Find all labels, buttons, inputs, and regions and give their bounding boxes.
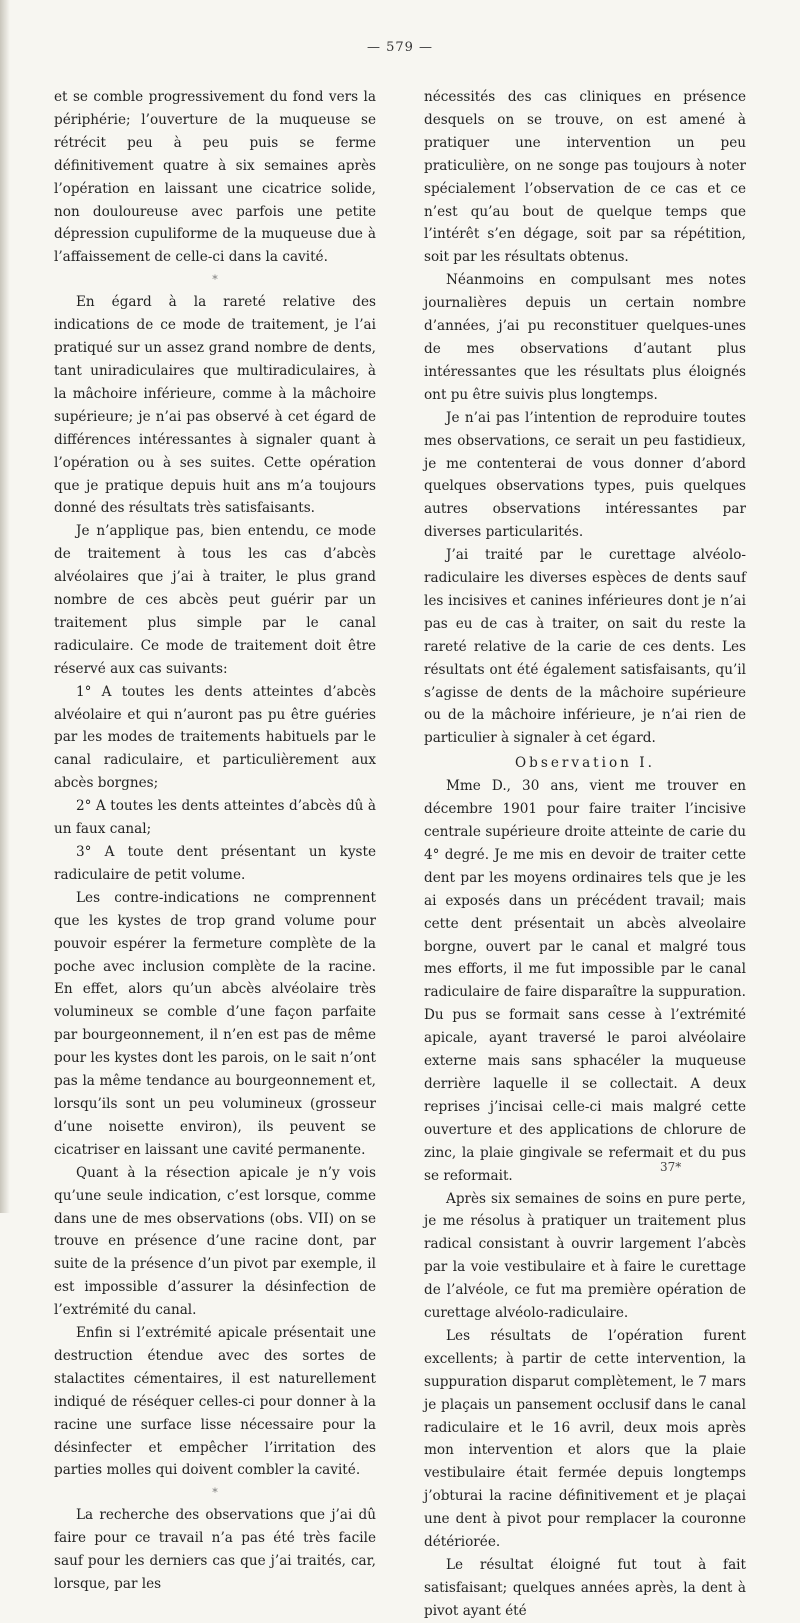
left-column [54,86,376,1596]
paragraph: Les contre-indications ne comprennent que les kystes de trop grand volume pour pouvoir espérer la fermeture complète de la poche avec inclusion complète de la racine. En effet, alors qu’un abcès alvéolaire très volumineux se comble d’une façon parfaite par bourgeonnement, il n’en est pas de même pour les kystes dont les parois, on le sait n’ont pas la même tendance au bourgeonnement et, lorsqu’ils sont un peu volumineux (grosseur d’une noisette environ), ils peuvent se cicatriser en laissant une cavité permanente. [54,889,376,1158]
page-binding-edge [0,0,10,1213]
paragraph: nécessités des cas cliniques en présence desquels on se trouve, on est amené à pratiquer une intervention un peu praticulière, on ne songe pas toujours à noter spécialement l’observation de ce cas et ce n’est qu’au bout de quelque temps que l’intérêt s’en dégage, soit par sa répétition, soit par les résultats obtenus. [424,89,746,266]
paragraph: Quant à la résection apicale je n’y vois qu’une seule indication, c’est lorsque, comme dans une de mes observations (obs. VII) on se trouve en présence d’une racine dont, par suite de la présence d’un pivot par exemple, il est impossible d’assurer la désinfection de l’extrémité du canal. [54,1164,376,1319]
paragraph: Le résultat éloigné fut tout à fait satisfaisant; quelques années après, la dent à pivot ayant été [424,1557,746,1619]
paragraph: Mme D., 30 ans, vient me trouver en décembre 1901 pour faire traiter l’incisive centrale supérieure droite atteinte de carie du 4° degré. Je me mis en devoir de traiter cette dent par les moyens ordinaires tels que je les ai exposés dans un précédent travail; mais cette dent présentait un abcès alveolaire borgne, ouvert par le canal et malgré tous mes efforts, il me fut impossible par le canal radiculaire de faire disparaître la suppuration. Du pus se formait sans cesse à l’extrémité apicale, ayant traversé le paroi alvéolaire externe mais sans sphacéler la muqueuse derrière laquelle il se collectait. A deux reprises j’incisai celle-ci mais malgré cette ouverture et des applications de chlorure de zinc, la plaie gingivale se refermait et du pus se reformait. [424,778,746,1184]
paragraph: Après six semaines de soins en pure perte, je me résolus à pratiquer un traitement plus radical consistant à ouvrir largement l’abcès par la voie vestibulaire et à faire le curettage de l’alvéole, ce fut ma première opération de curettage alvéolo-radiculaire. [424,1190,746,1322]
paragraph: La recherche des observations que j’ai dû faire pour ce travail n’a pas été très facile sauf pour les derniers cas que j’ai traités, car, lorsque, par les [54,1507,376,1593]
paragraph: Enfin si l’extrémité apicale présentait une destruction étendue avec des sortes de stalactites cémentaires, il est naturellement indiqué de réséquer celles-ci pour donner à la racine une surface lisse nécessaire pour la désinfecter et empêcher l’irritation des parties molles qui doivent combler la cavité. [54,1325,376,1479]
printer-signature-mark: 37* [660,1160,682,1174]
paragraph: En égard à la rareté relative des indications de ce mode de traitement, je l’ai pratiqué sur un assez grand nombre de dents, tant uniradiculaires que multiradiculaires, à la mâchoire inférieure, comme à la mâchoire supérieure; je n’ai pas observé à cet égard de différences intéressantes à signaler quant à l’opération ou à ses suites. Cette opération que je pratique depuis huit ans m’a toujours donné des résultats très satisfaisants. [54,294,376,517]
observation-heading: Observation I. [515,755,655,772]
list-item: 1° A toutes les dents atteintes d’abcès alvéolaire et qui n’auront pas pu être guéries par les modes de traitements habituels par le canal radiculaire, et particulièrement aux abcès borgnes; [54,683,376,792]
list-item: 2° A toutes les dents atteintes d’abcès dû à un faux canal; [54,798,376,838]
paragraph: Je n’applique pas, bien entendu, ce mode de traitement à tous les cas d’abcès alvéolaires que j’ai à traiter, le plus grand nombre de ces abcès peut guérir par un traitement plus simple par le canal radiculaire. Ce mode de traitement doit être réservé aux cas suivants: [54,523,376,677]
list-item: 3° A toute dent présentant un kyste radiculaire de petit volume. [54,844,376,883]
paragraph: Je n’ai pas l’intention de reproduire toutes mes observations, ce serait un peu fastidieux, je me contenterai de vous donner d’abord quelques observations types, puis quelques autres observations intéressantes par diverses particularités. [424,409,746,541]
right-column [424,86,746,1623]
section-separator: * [212,1486,218,1500]
paragraph: et se comble progressivement du fond vers la périphérie; l’ouverture de la muqueuse se rétrécit peu à peu puis se ferme définitivement quatre à six semaines après l’opération en laissant une cicatrice solide, non douloureuse avec parfois une petite dépression cupuliforme de la muqueuse due à l’affaissement de celle-ci dans la cavité. [54,89,376,266]
paragraph: J’ai traité par le curettage alvéolo-radiculaire les diverses espèces de dents sauf les incisives et canines inférieures dont je n’ai pas eu de cas à traiter, on sait du reste la rareté relative de la carie de ces dents. Les résultats ont été également satisfaisants, qu’il s’agisse de dents de la mâchoire supérieure ou de la mâchoire inférieure, je n’ai rien de particulier à signaler à cet égard. [424,547,746,747]
paragraph: Néanmoins en compulsant mes notes journalières depuis un certain nombre d’années, j’ai pu reconstituer quelques-unes de mes observations d’autant plus intéressantes que les résultats plus éloignés ont pu être suivis plus longtemps. [424,272,746,403]
paragraph: Les résultats de l’opération furent excellents; à partir de cette intervention, la suppuration disparut complètement, le 7 mars je plaçais un pansement occlusif dans le canal radiculaire et le 16 avril, deux mois après mon intervention et alors que la plaie vestibulaire était fermée depuis longtemps j’obturai la racine définitivement et je plaçai une dent à pivot pour remplacer la couronne détériorée. [424,1327,746,1551]
section-separator: * [212,273,218,287]
page-number: — 579 — [366,40,434,55]
